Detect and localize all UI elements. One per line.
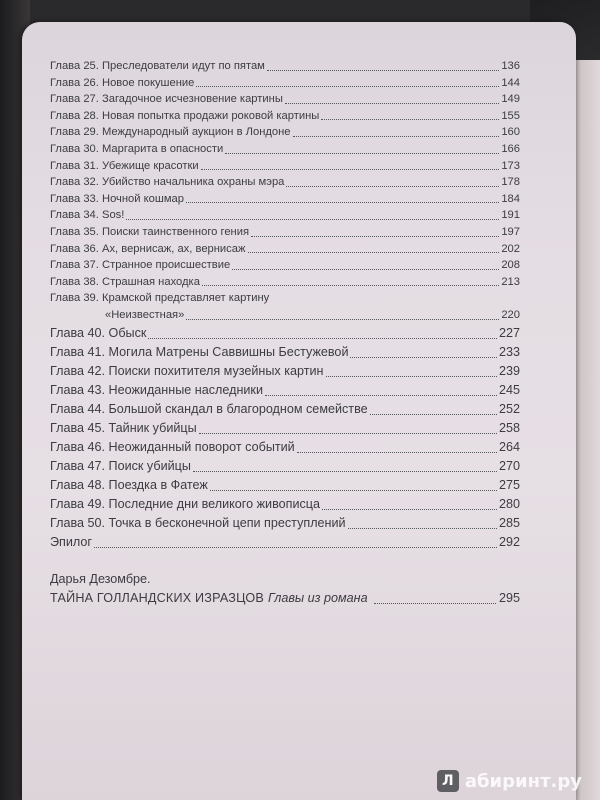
toc-entry-page: 178 [501, 176, 520, 189]
toc-entry-page: 292 [498, 534, 520, 549]
toc-entry-label: Глава 42. Поиски похитителя музейных картин [50, 363, 324, 378]
toc-entry-label: Глава 33. Ночной кошмар [50, 192, 184, 205]
toc-entry [50, 324, 520, 343]
watermark [437, 770, 582, 792]
dot-leader [210, 489, 497, 491]
dot-leader [248, 251, 500, 253]
dot-leader [193, 470, 497, 472]
toc-entry [50, 158, 520, 175]
toc-entry [50, 290, 520, 307]
toc-entry-page: 155 [501, 109, 520, 122]
dot-leader [186, 318, 499, 320]
appendix-block [50, 570, 520, 608]
dot-leader [202, 284, 499, 286]
toc-entry-page: 160 [501, 126, 520, 139]
dot-leader [326, 375, 497, 377]
toc-entry [50, 495, 520, 514]
toc-entry-page: 239 [498, 363, 520, 378]
toc-lower-list [50, 324, 520, 552]
toc-entry-label: Глава 49. Последние дни великого живописца [50, 496, 321, 511]
dot-leader [285, 102, 499, 104]
dot-leader [267, 69, 499, 71]
appendix-title: ТАЙНА ГОЛЛАНДСКИХ ИЗРАЗЦОВ [50, 590, 264, 605]
toc-entry-label: Глава 29. Международный аукцион в Лондоне [50, 126, 291, 139]
labirint-logo-icon: Л [437, 770, 459, 792]
toc-entry-page: 252 [498, 401, 520, 416]
toc-entry-label: «Неизвестная» [105, 308, 185, 321]
toc-entry-label: Глава 25. Преследователи идут по пятам [50, 60, 265, 72]
toc-entry-page: 280 [498, 496, 520, 511]
toc-entry-page: 245 [498, 382, 520, 397]
appendix-page: 295 [498, 590, 520, 605]
toc-entry [50, 438, 520, 457]
toc-entry-page: 197 [501, 225, 520, 238]
dot-leader [293, 135, 500, 137]
toc-entry-page: 144 [501, 76, 520, 89]
toc-entry-page: 173 [501, 159, 520, 172]
toc-entry-label: Глава 27. Загадочное исчезновение картины [50, 93, 283, 106]
appendix-subtitle: Главы из романа [267, 590, 368, 605]
toc-entry-page: 136 [501, 60, 520, 72]
toc-entry-page: 149 [501, 93, 520, 106]
toc-entry-page: 285 [498, 515, 520, 530]
table-of-contents [50, 58, 520, 608]
toc-entry-page: 275 [498, 477, 520, 492]
dot-leader [148, 337, 497, 339]
toc-entry [50, 191, 520, 208]
toc-entry-label: Эпилог [50, 534, 92, 549]
toc-entry [50, 241, 520, 258]
toc-entry-page: 202 [501, 242, 520, 255]
toc-entry-label: Глава 31. Убежище красотки [50, 159, 199, 172]
toc-entry-continuation [50, 307, 520, 324]
toc-entry [50, 362, 520, 381]
dot-leader [374, 602, 496, 604]
dot-leader [94, 546, 497, 548]
toc-entry-page: 233 [498, 344, 520, 359]
dot-leader [186, 201, 499, 203]
toc-entry [50, 400, 520, 419]
toc-entry-label: Глава 44. Большой скандал в благородном семействе [50, 401, 368, 416]
toc-entry-label: Глава 43. Неожиданные наследники [50, 382, 263, 397]
toc-entry-label: Глава 46. Неожиданный поворот событий [50, 439, 295, 454]
dot-leader [322, 508, 497, 510]
toc-entry-label: Глава 48. Поездка в Фатеж [50, 477, 208, 492]
toc-entry [50, 381, 520, 400]
toc-entry-label: Глава 30. Маргарита в опасности [50, 142, 224, 155]
dot-leader [201, 168, 500, 170]
dot-leader [265, 394, 497, 396]
toc-entry [50, 476, 520, 495]
toc-entry-page: 213 [501, 275, 520, 288]
toc-entry-page: 264 [498, 439, 520, 454]
toc-entry-label: Глава 41. Могила Матрены Саввишны Бестужевой [50, 344, 349, 359]
dot-leader [297, 451, 497, 453]
toc-entry-page: 184 [501, 192, 520, 205]
toc-entry-page: 220 [501, 308, 520, 321]
dot-leader [370, 413, 497, 415]
toc-entry [50, 343, 520, 362]
toc-entry-label: Глава 45. Тайник убийцы [50, 420, 197, 435]
toc-entry [50, 174, 520, 191]
toc-entry-page: 270 [498, 458, 520, 473]
dot-leader [126, 218, 499, 220]
toc-entry-page: 166 [501, 142, 520, 155]
toc-entry [50, 91, 520, 108]
toc-entry-label: Глава 47. Поиск убийцы [50, 458, 191, 473]
toc-entry-label: Глава 34. Sos! [50, 209, 125, 222]
dot-leader [251, 235, 499, 237]
toc-entry-label: Глава 28. Новая попытка продажи роковой картины [50, 109, 320, 122]
toc-entry-label: Глава 38. Страшная находка [50, 275, 200, 288]
watermark-text: абиринт.ру [464, 770, 582, 792]
toc-entry [50, 207, 520, 224]
toc-entry [50, 224, 520, 241]
toc-entry-page: 258 [498, 420, 520, 435]
toc-entry [50, 457, 520, 476]
toc-entry [50, 274, 520, 291]
toc-entry-label: Глава 40. Обыск [50, 325, 147, 340]
dot-leader [199, 432, 497, 434]
toc-entry-page: 208 [501, 259, 520, 272]
toc-entry-label: Глава 26. Новое покушение [50, 76, 195, 89]
toc-entry-label: Глава 39. Крамской представляет картину [50, 292, 270, 305]
dot-leader [232, 268, 499, 270]
toc-entry-label: Глава 32. Убийство начальника охраны мэра [50, 176, 285, 189]
toc-entry-page: 227 [498, 325, 520, 340]
appendix-entry [50, 589, 520, 608]
toc-entry-label: Глава 35. Поиски таинственного гения [50, 225, 250, 238]
toc-entry [50, 533, 520, 552]
dot-leader [348, 527, 497, 529]
author-name: Дарья Дезомбре. [50, 571, 151, 586]
toc-upper-list [50, 58, 520, 290]
toc-entry-label: Глава 37. Странное происшествие [50, 259, 231, 272]
dot-leader [286, 185, 499, 187]
dot-leader [225, 152, 499, 154]
toc-entry-label: Глава 36. Ах, вернисаж, ах, вернисаж [50, 242, 246, 255]
toc-entry-label: Глава 50. Точка в бесконечной цепи преступлений [50, 515, 346, 530]
toc-entry [50, 419, 520, 438]
toc-entry [50, 75, 520, 92]
dot-leader [321, 118, 499, 120]
toc-entry [50, 108, 520, 125]
toc-entry [50, 58, 520, 75]
dot-leader [196, 85, 499, 87]
toc-entry [50, 124, 520, 141]
toc-entry-page: 191 [501, 209, 520, 222]
toc-entry [50, 141, 520, 158]
toc-entry [50, 514, 520, 533]
toc-entry [50, 257, 520, 274]
dot-leader [350, 356, 497, 358]
